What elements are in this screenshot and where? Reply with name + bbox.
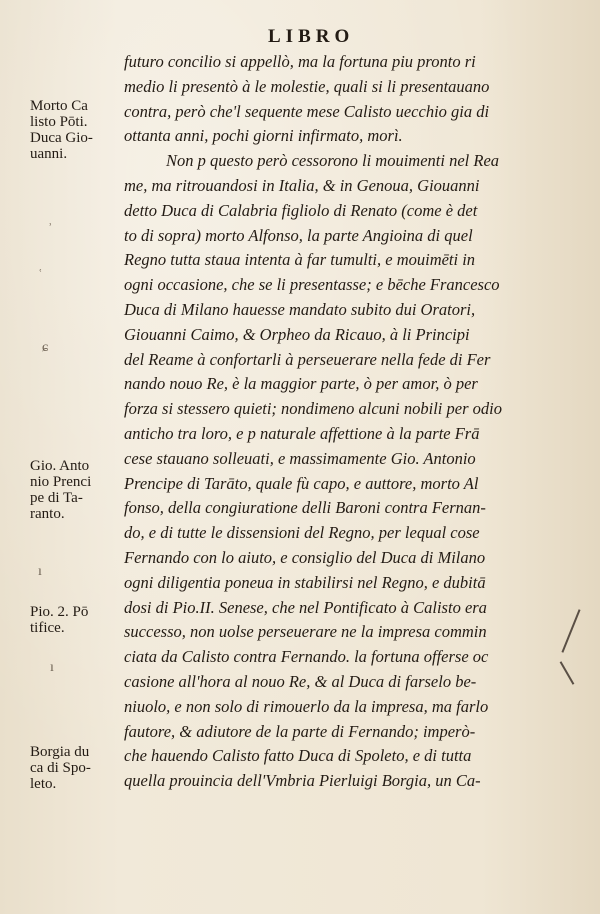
ink-speck-mark: ʾ xyxy=(48,222,53,237)
text-line: ogni occasione, che se li presentasse; e bēche Francesco xyxy=(124,275,500,295)
marginal-line: ranto. xyxy=(30,506,65,522)
text-line: Duca di Milano hauesse mandato subito dui Oratori, xyxy=(124,299,476,319)
text-line: nando nouo Re, è la maggior parte, ò per amor, ò per xyxy=(124,374,478,394)
text-line: Regno tutta staua intenta à far tumulti, e mouimēti in xyxy=(124,250,476,270)
text-line: cese stauano solleuati, e massimamente Gio. Antonio xyxy=(124,448,476,468)
ink-speck-mark: ı xyxy=(50,660,54,675)
marginal-line: listo Pōti. xyxy=(30,114,88,130)
text-line: medio li presentò à le molestie, quali si li presentauano xyxy=(124,76,490,96)
text-line: Fernando con lo aiuto, e consiglio del Duca di Milano xyxy=(124,547,486,567)
text-line: successo, non uolse perseuerare ne la impresa commin xyxy=(124,622,487,642)
text-line: anticho tra loro, e p naturale affettione à la parte Frā xyxy=(124,423,480,443)
text-line: Prencipe di Tarāto, quale fù capo, e auttore, morto Al xyxy=(124,473,479,493)
marginal-line: uanni. xyxy=(30,146,68,162)
text-line: casione all'hora al nouo Re, & al Duca di farselo be- xyxy=(124,671,477,691)
ink-stroke-mark xyxy=(561,609,580,652)
marginal-line: Borgia du xyxy=(30,744,90,760)
ink-speck-mark: ı xyxy=(38,564,42,579)
marginal-note xyxy=(30,744,126,792)
text-line: contra, però che'l sequente mese Calisto uecchio gia di xyxy=(124,101,490,121)
marginal-line: tifice. xyxy=(30,620,65,636)
text-line: ciata da Calisto contra Fernando. la fortuna offerse oc xyxy=(124,647,489,667)
marginal-line: Gio. Anto xyxy=(30,458,90,474)
text-line: niuolo, e non solo di rimouerlo da la impresa, ma farlo xyxy=(124,696,489,716)
body-text xyxy=(124,50,564,794)
marginal-line: Morto Ca xyxy=(30,98,88,114)
text-line: quella prouincia dell'Vmbria Pierluigi Borgia, un Ca- xyxy=(124,771,481,791)
ink-speck-mark: ʿ xyxy=(38,268,43,283)
text-line: forza si stessero quieti; nondimeno alcuni nobili per odio xyxy=(124,399,502,419)
marginal-note xyxy=(30,604,126,636)
text-line: Giouanni Caimo, & Orpheo da Ricauo, à li Principi xyxy=(124,324,470,344)
ink-speck-mark: ɕ xyxy=(42,340,49,355)
marginal-line: Pio. 2. Pō xyxy=(30,604,89,620)
text-line: me, ma ritrouandosi in Italia, & in Genoua, Giouanni xyxy=(124,175,480,195)
text-line: futuro concilio si appellò, ma la fortuna piu pronto ri xyxy=(124,52,476,71)
marginal-note xyxy=(30,458,126,522)
text-line: che hauendo Calisto fatto Duca di Spoleto, e di tutta xyxy=(124,746,472,766)
text-line: del Reame à confortarli à perseuerare nella fede di Fer xyxy=(124,349,491,369)
text-line: ottanta anni, pochi giorni infirmato, morì. xyxy=(124,126,403,146)
marginal-line: ca di Spo- xyxy=(30,760,91,776)
marginal-line: leto. xyxy=(30,776,57,792)
text-line: Non p questo però cessorono li mouimenti nel Rea xyxy=(166,151,500,171)
text-line: ogni diligentia poneua in stabilirsi nel Regno, e dubitā xyxy=(124,572,486,592)
marginal-line: nio Prenci xyxy=(30,474,92,490)
text-line: detto Duca di Calabria figliolo di Renato (come è det xyxy=(124,200,478,220)
marginal-note xyxy=(30,98,126,162)
text-line: to di sopra) morto Alfonso, la parte Angioina di quel xyxy=(124,225,473,245)
marginal-line: Duca Gio- xyxy=(30,130,93,146)
running-head: LIBRO xyxy=(268,26,355,47)
marginal-line: pe di Ta- xyxy=(30,490,83,506)
text-line: do, e di tutte le dissensioni del Regno, per lequal cose xyxy=(124,523,480,543)
text-line: dosi di Pio.II. Senese, che nel Pontificato à Calisto era xyxy=(124,597,487,617)
text-line: fautore, & adiutore de la parte di Fernando; imperò- xyxy=(124,721,476,741)
text-line: fonso, della congiuratione delli Baroni contra Fernan- xyxy=(124,498,486,518)
